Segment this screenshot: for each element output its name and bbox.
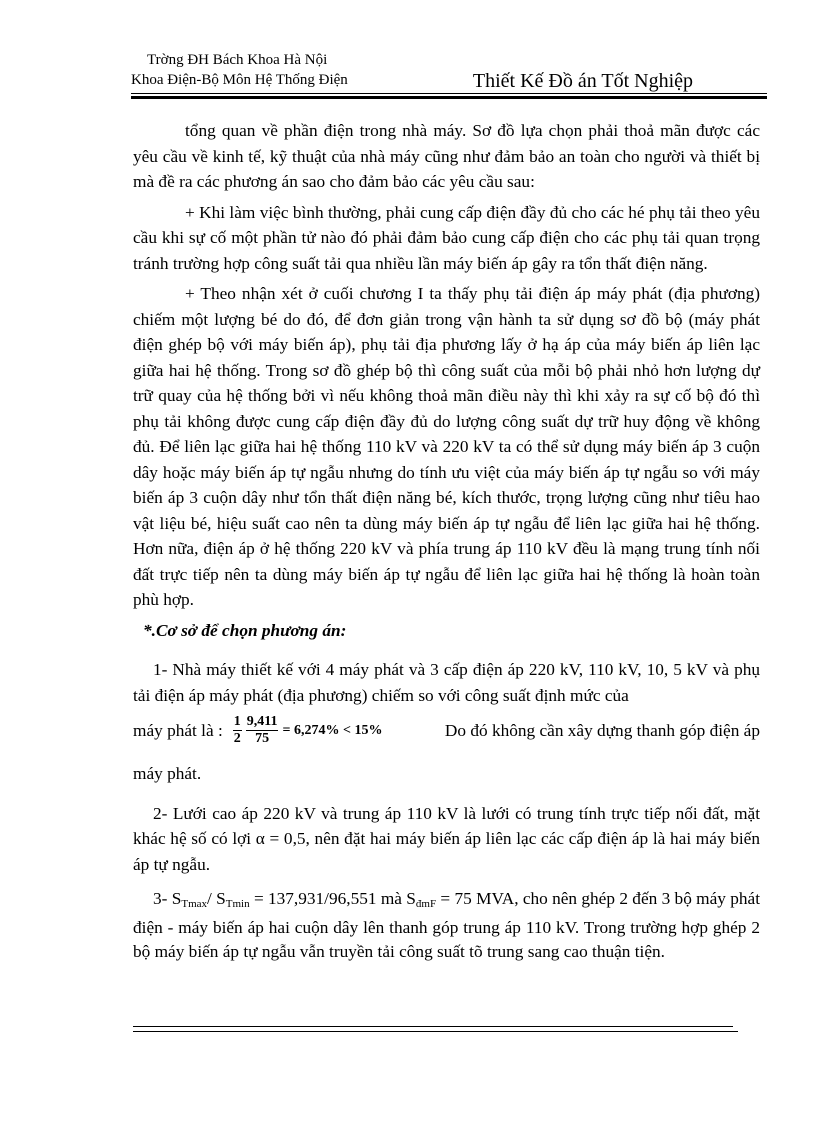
basis-3-text-b: / S [207,889,226,908]
subscript-tmax: Tmax [181,898,208,910]
footer-rule-top [133,1026,733,1027]
header-university: Trờng ĐH Bách Khoa Hà Nội [147,52,328,68]
paragraph-basis-1-end: máy phát. [133,764,202,783]
header-document-title: Thiết Kế Đồ án Tốt Nghiệp [472,70,693,92]
fraction-half [233,714,242,747]
fraction-load-denominator: 75 [255,731,270,746]
page-header [131,50,767,98]
subscript-dmf: đmF [415,898,437,910]
basis-3-text-c: = 137,931/96,551 mà S [249,889,416,908]
footer-rule-bottom [133,1031,738,1032]
equation-result: = 6,274% < 15% [282,722,383,738]
header-rule-thick [131,96,767,99]
paragraph-overview: tổng quan về phần điện trong nhà máy. Sơ đồ lựa chọn phải thoả mãn được các yêu cầu về kinh tế, kỹ thuật của nhà máy cũng như đảm bảo an toàn cho người và thiết bị mà đề ra các phương án sao cho đảm bảo các yêu cầu sau: [133,121,760,191]
paragraph-basis-1: 1- Nhà máy thiết kế với 4 máy phát và 3 cấp điện áp 220 kV, 110 kV, 10, 5 kV và phụ tải điện áp máy phát (địa phương) chiếm so với công suất định mức của [133,660,760,705]
paragraph-normal-operation: + Khi làm việc bình thường, phải cung cấp điện đầy đủ cho các hé phụ tải theo yêu cầu khi sự cố một phần tử nào đó phải đảm bảo cung cấp điện cho các phụ tải quan trọng tránh trường hợp công suất tải qua nhiều lần máy biến áp gây ra tổn thất điện năng. [133,202,760,273]
paragraph-unit-scheme: + Theo nhận xét ở cuối chương I ta thấy phụ tải điện áp máy phát (địa phương) chiếm một lượng bé do đó, để đơn giản trong vận hành ta sử dụng sơ đồ bộ (máy phát điện ghép bộ với máy biến áp), phụ tải địa phương lấy ở hạ áp của máy biến áp liên lạc giữa hai hệ thống. Trong sơ đồ ghép bộ thì công suất của mỗi bộ phải nhỏ hơn lượng dự trữ quay của hệ thống bởi vì nếu không thoả mãn điều này thì khi xảy ra sự cố bộ đó thì phụ tải không được cung cấp điện đầy đủ do lượng công suất dự trữ huy động về không đủ. Để liên lạc giữa hai hệ thống 110 kV và 220 kV ta có thể sử dụng máy biến áp 3 cuộn dây hoặc máy biến áp tự ngẫu nhưng do tính ưu việt của máy biến áp tự ngẫu so với máy biến áp 3 cuộn dây như tổn thất điện năng bé, kích thước, trọng lượng cũng như tiêu hao vật liệu bé, hiệu suất cao nên ta dùng máy biến áp tự ngẫu để liên lạc giữa hai hệ thống. Hơn nữa, điện áp ở hệ thống 220 kV và phía trung áp 110 kV đều là mạng trung tính nối đất trực tiếp nên ta dùng máy biến áp tự ngẫu để liên lạc giữa hai hệ thống là hoàn toàn phù hợp. [133,284,760,609]
equation-prefix: máy phát là : [133,720,223,740]
subscript-tmin: Tmin [225,898,250,910]
equation-suffix: Do đó không cần xây dựng thanh góp điện áp [444,720,760,740]
fraction-half-numerator: 1 [233,714,241,729]
fraction-load-ratio [246,714,279,747]
header-rule-thin [131,93,767,94]
section-heading-basis: *.Cơ sở để chọn phương án: [143,620,347,640]
basis-3-text-d: = 75 MVA, cho nên ghép 2 đến 3 bộ máy phát điện - máy biến áp hai cuộn dây lên thanh góp trung áp 110 kV. Trong trường hợp ghép 2 bộ máy biến áp tự ngẫu vẫn truyền tải công suất tõ trung sang cao thuận tiện. [133,889,760,961]
page-body [133,118,760,969]
paragraph-basis-2: 2- Lưới cao áp 220 kV và trung áp 110 kV là lưới có trung tính trực tiếp nối đất, mặt khác hệ số có lợi α = 0,5, nên đặt hai máy biến áp liên lạc các cấp điện áp là hai máy biến áp tự ngẫu. [133,803,760,874]
equation-line [133,714,760,747]
paragraph-basis-3 [133,887,760,964]
fraction-load-numerator: 9,411 [246,714,278,729]
fraction-half-denominator: 2 [233,731,241,746]
header-department: Khoa Điện-Bộ Môn Hệ Thống Điện [131,72,348,88]
basis-3-text-a: 3- S [153,889,182,908]
